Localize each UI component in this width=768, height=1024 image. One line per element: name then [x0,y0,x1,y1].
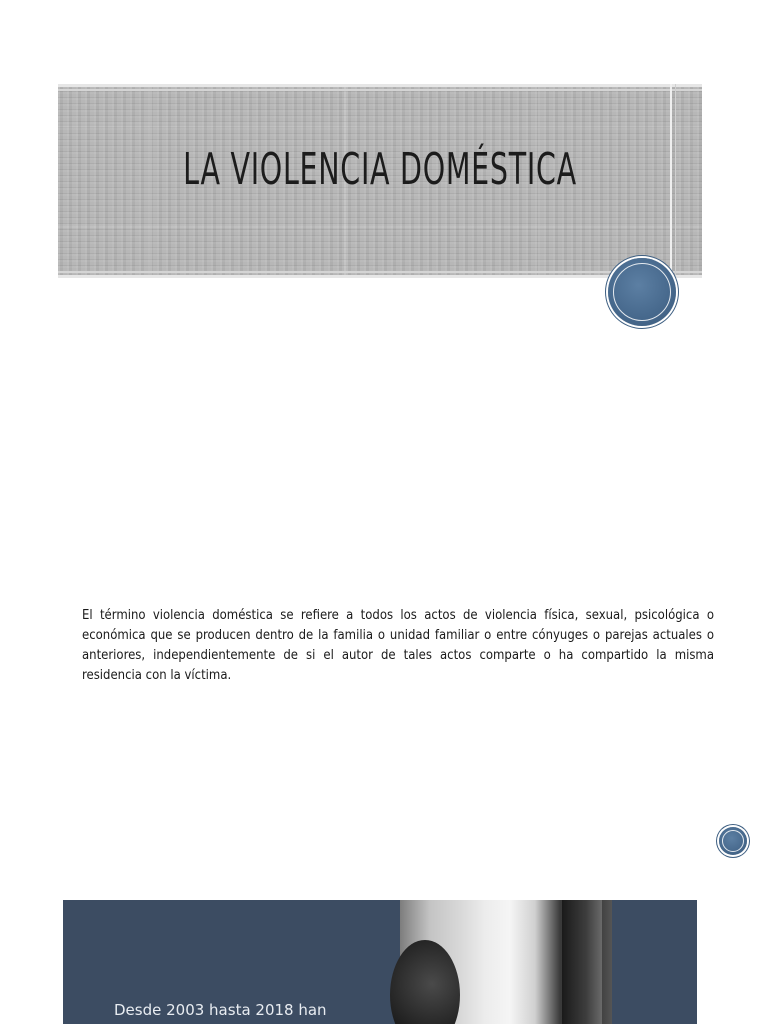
circle-ornament [608,258,676,326]
woman-photo [400,900,612,1024]
small-circle-ornament [719,827,747,855]
banner-top-stripe-inner [58,89,702,91]
page-title: LA VIOLENCIA DOMÉSTICA [183,144,577,195]
banner-top-stripe [58,84,702,87]
banner-bottom-stripe-inner [58,271,702,273]
photo-dark-curtain [562,900,602,1024]
panel-caption: Desde 2003 hasta 2018 han [114,1001,327,1019]
banner-right-line [670,84,672,278]
banner-bottom-stripe [58,275,702,278]
banner-right-line-inner [675,84,676,278]
photo-hair-shape [390,940,460,1024]
small-circle-ornament-ring [722,830,744,852]
circle-ornament-ring [613,263,671,321]
title-banner [58,84,702,278]
next-slide-panel [63,900,697,1024]
definition-paragraph: El término violencia doméstica se refiere a todos los actos de violencia física, sexual, psicológica o económica que se producen dentro de la familia o unidad familiar o entre cónyuges o parejas actuales o anteriores, independientemente de si el autor de tales actos comparte o ha compartido la misma residencia con la víctima. [82,608,714,683]
